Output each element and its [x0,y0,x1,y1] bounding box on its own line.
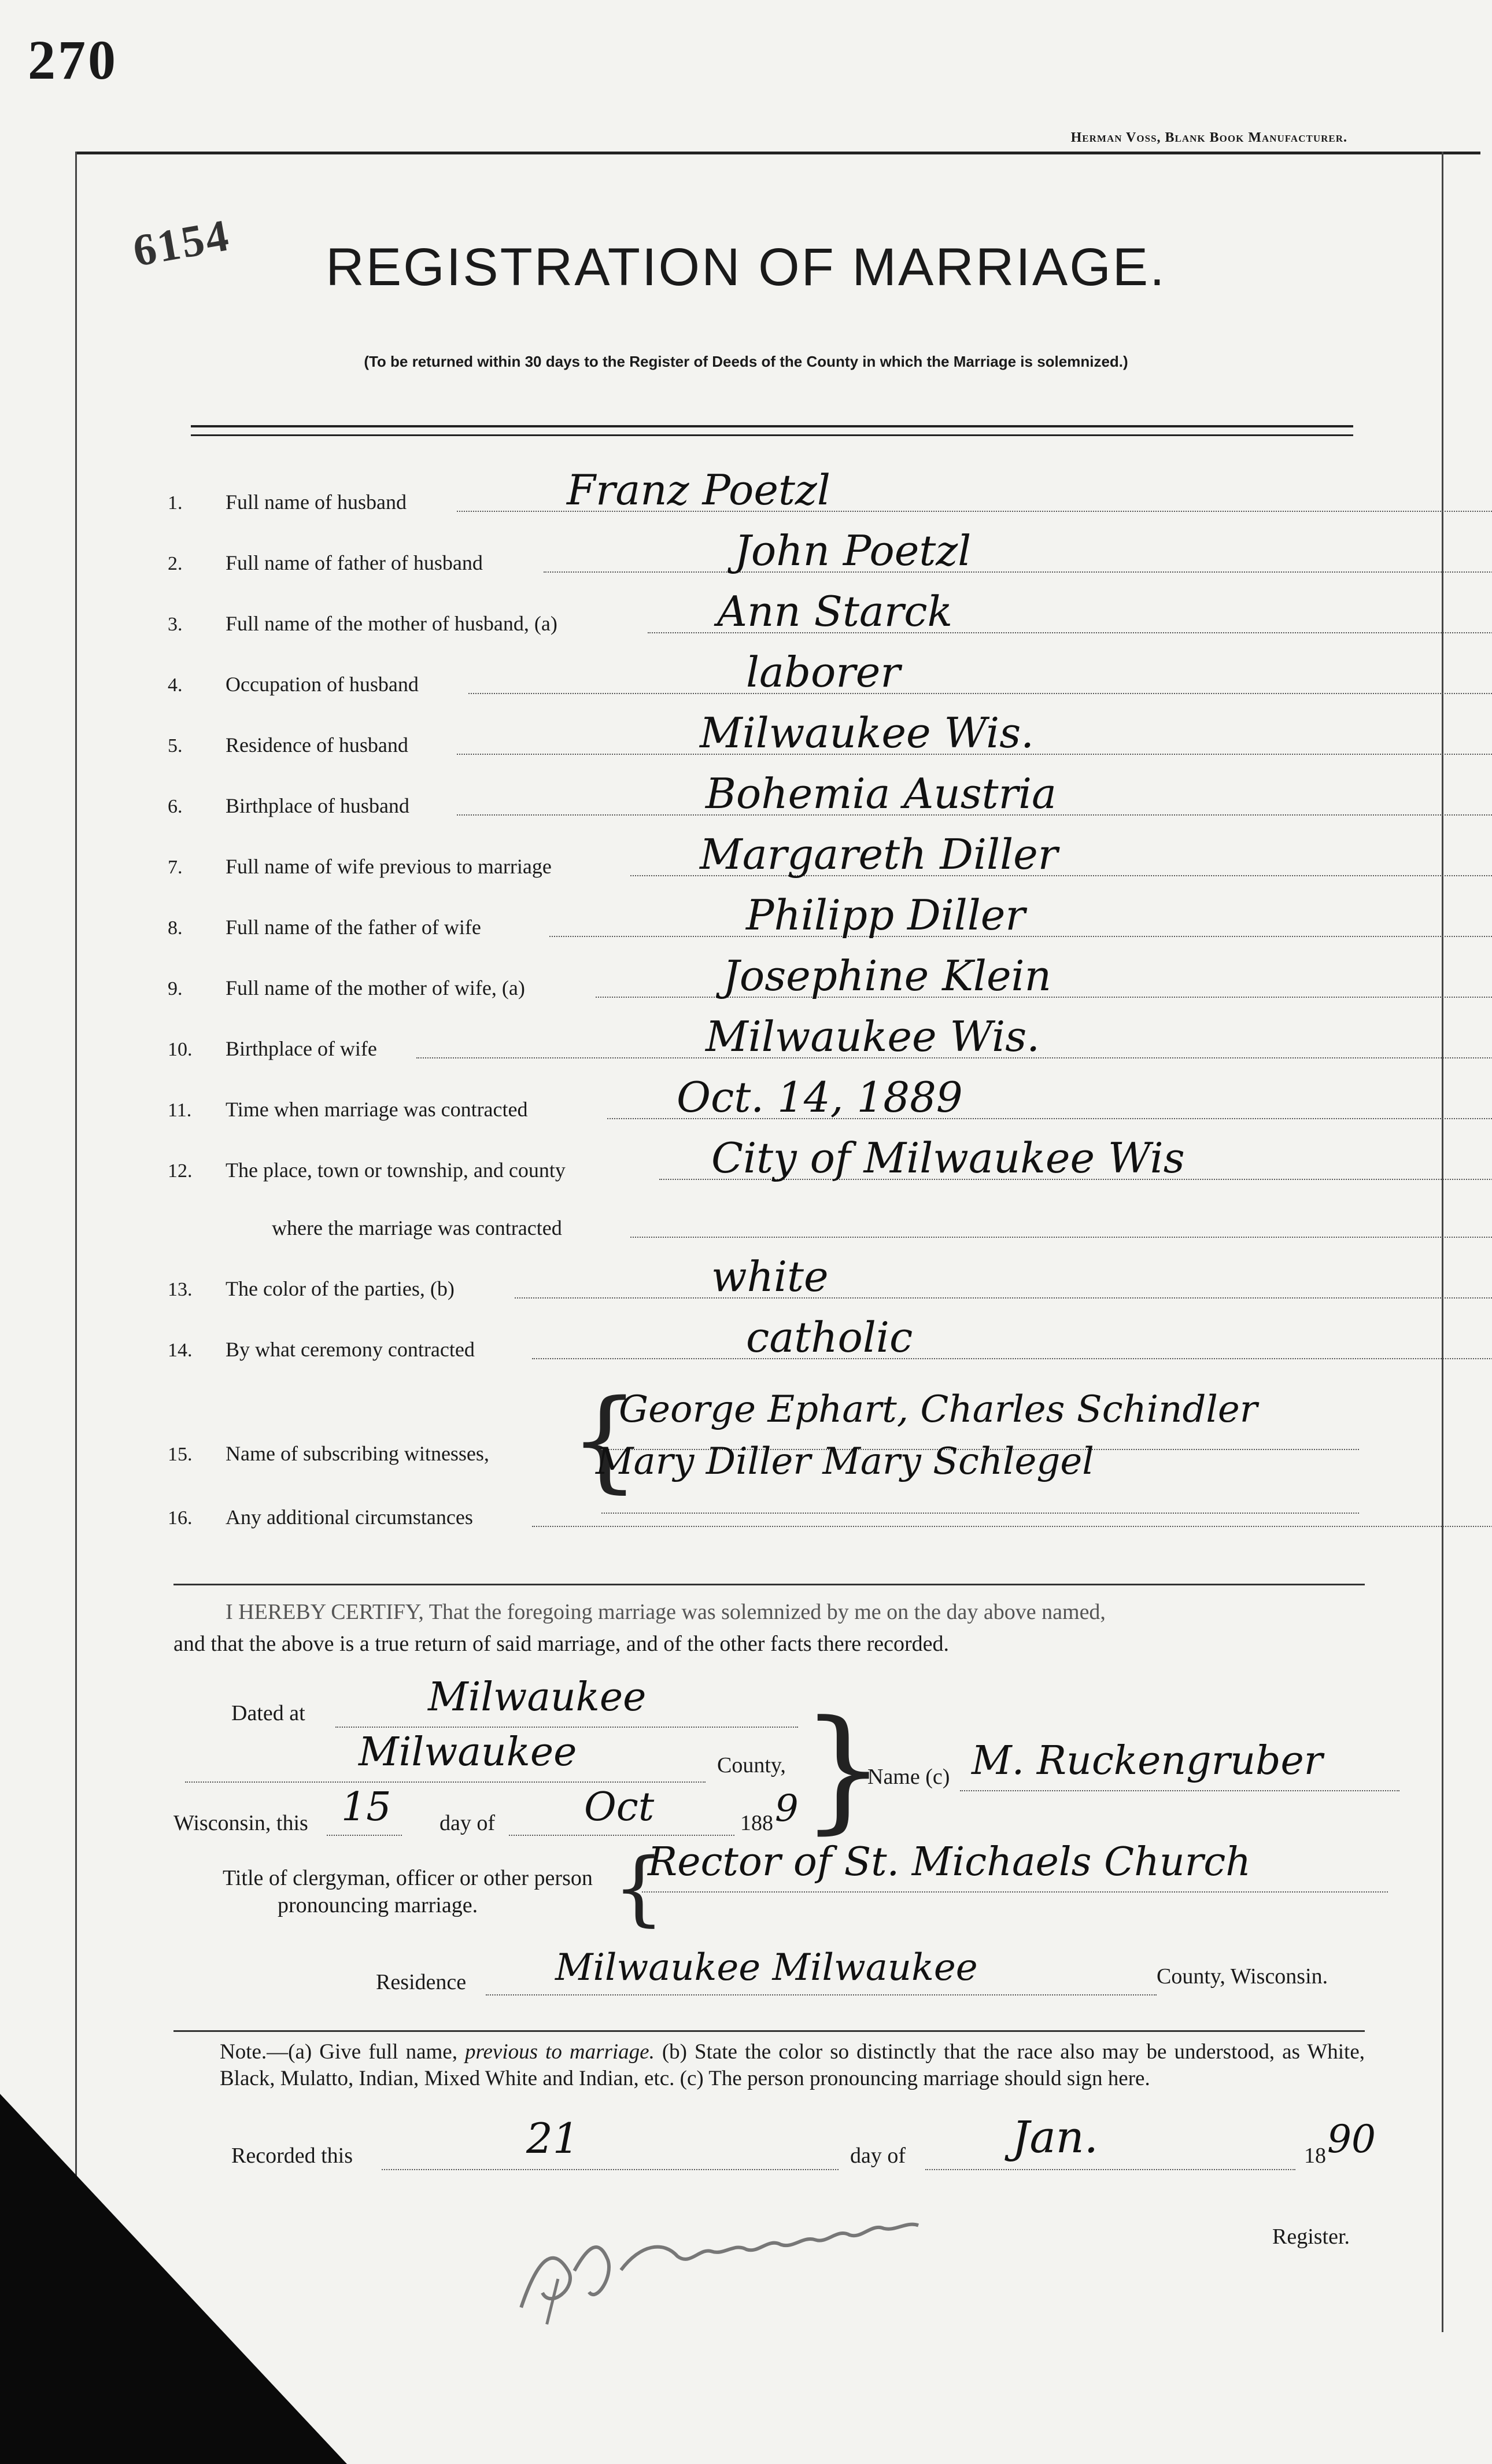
field-label: Full name of the mother of wife, (a) [226,976,525,999]
field-label: Birthplace of wife [226,1037,377,1060]
manufacturer-imprint: Herman Voss, Blank Book Manufacturer. [1070,130,1347,145]
recorded-day-value: 21 [526,2114,579,2163]
field-value-occupation: laborer [746,648,900,696]
field-label: Time when marriage was contracted [226,1098,528,1121]
field-label: Full name of wife previous to marriage [226,855,552,878]
field-value-marriage-date: Oct. 14, 1889 [677,1073,963,1122]
field-value-husband-birthplace: Bohemia Austria [706,769,1057,818]
witness-names-1: George Ephart, Charles Schindler [619,1388,1258,1431]
title-brace: { [613,1841,665,1935]
field-number: 4. [168,674,183,696]
residence-label: Residence [376,1970,467,1994]
field-value-husband-mother: Ann Starck [717,587,953,636]
wisconsin-this-label: Wisconsin, this [173,1811,308,1835]
recorded-day-line [382,2169,839,2170]
county-label: County, [717,1753,786,1777]
residence-suffix: County, Wisconsin. [1157,1964,1328,1989]
field-number: 5. [168,735,183,757]
note-italic: previous to marriage. [464,2040,655,2064]
field-label: The place, town or township, and county [226,1159,566,1182]
witness-line-2 [601,1513,1359,1514]
field-label: Name of subscribing witnesses, [226,1442,489,1465]
field-value-husband-father: John Poetzl [734,526,972,575]
field-number: 12. [168,1160,193,1182]
dated-at-value: Milwaukee [428,1674,647,1720]
certify-line-1: I HEREBY CERTIFY, That the foregoing marriage was solemnized by me on the day above named, [226,1600,1106,1624]
name-line [960,1790,1399,1791]
form-title: REGISTRATION OF MARRIAGE. [326,238,1166,297]
note-prefix: Note.—(a) Give full name, [220,2040,457,2064]
field-line [468,693,1492,694]
field-number: 13. [168,1279,193,1300]
month-line [509,1835,734,1836]
certify-line-2: and that the above is a true return of said marriage, and of the other facts there recorded. [173,1632,950,1656]
form-subtitle: (To be returned within 30 days to the Register of Deeds of the County in which the Marriage is solemnized.) [364,353,1128,370]
name-label: Name (c) [867,1765,950,1789]
field-value-husband-name: Franz Poetzl [567,466,830,514]
day-value: 15 [341,1784,392,1830]
field-value-wife-father: Philipp Diller [746,891,1025,939]
section-divider [173,1584,1365,1585]
field-label: Occupation of husband [226,673,419,696]
field-value-ceremony: catholic [746,1313,913,1362]
month-value: Oct [584,1784,655,1830]
clergy-title-line [642,1891,1388,1893]
field-label: Residence of husband [226,733,408,757]
field-line [532,1358,1492,1359]
witness-brace: { [570,1376,640,1504]
field-label: Any additional circumstances [226,1506,473,1529]
field-value-wife-name: Margareth Diller [700,830,1058,879]
field-label: Full name of the mother of husband, (a) [226,612,557,635]
clergy-title-value: Rector of St. Michaels Church [648,1839,1251,1885]
clergy-title-label-2: pronouncing marriage. [278,1893,478,1917]
note-text [220,2039,1365,2092]
dated-at-label: Dated at [231,1701,305,1725]
field-number: 6. [168,796,183,817]
note-divider [173,2030,1365,2032]
field-number: 10. [168,1039,193,1060]
record-number: 6154 [129,209,234,276]
witness-names-2: Mary Diller Mary Schlegel [596,1440,1094,1483]
field-line [515,1297,1492,1299]
field-label: where the marriage was contracted [272,1216,562,1240]
field-label: By what ceremony contracted [226,1338,475,1361]
register-label: Register. [1272,2225,1350,2249]
field-number: 16. [168,1507,193,1529]
field-value-color: white [711,1252,829,1301]
recorded-year-prefix: 18 [1304,2144,1326,2168]
page-number: 270 [28,29,118,91]
field-label: Full name of father of husband [226,551,483,574]
county-line [185,1781,706,1783]
field-number: 15. [168,1444,193,1465]
field-label: The color of the parties, (b) [226,1277,455,1300]
field-number: 1. [168,492,183,514]
field-line [532,1526,1492,1527]
field-value-marriage-place: City of Milwaukee Wis [711,1134,1185,1182]
field-number: 2. [168,553,183,574]
clergy-title-label-1: Title of clergyman, officer or other person [223,1866,593,1890]
field-label: Full name of the father of wife [226,916,481,939]
field-number: 9. [168,978,183,999]
header-double-rule [191,425,1353,436]
field-line [630,1237,1492,1238]
clergy-name-value: M. Ruckengruber [972,1738,1323,1784]
field-value-husband-residence: Milwaukee Wis. [700,709,1035,757]
recorded-month-value: Jan. [1012,2111,1098,2163]
field-label: Full name of husband [226,490,407,514]
recorded-day-of-label: day of [850,2144,906,2168]
field-number: 7. [168,857,183,878]
residence-value: Milwaukee Milwaukee [555,1946,978,1989]
day-line [327,1835,402,1836]
field-number: 11. [168,1100,192,1121]
field-number: 8. [168,917,183,939]
field-number: 14. [168,1340,193,1361]
field-number: 3. [168,614,183,635]
field-value-wife-birthplace: Milwaukee Wis. [706,1012,1040,1061]
year-prefix: 188 [740,1811,773,1835]
note-body: (b) State the color so distinctly that the race also may be understood, as White, Black, Mulatto, Indian, Mixed White and Indian, etc. (c) The person pronouncing marriage should sign here. [220,2040,1365,2090]
scan-corner-shadow [0,2094,347,2464]
recorded-year-value: 90 [1327,2117,1376,2161]
year-suffix: 9 [775,1787,799,1830]
county-value: Milwaukee [359,1729,577,1775]
field-label: Birthplace of husband [226,794,409,817]
field-line [544,571,1492,573]
dated-at-line [335,1727,798,1728]
day-of-label: day of [440,1811,496,1835]
name-brace: } [801,1692,886,1847]
field-value-wife-mother: Josephine Klein [723,951,1051,1000]
residence-line [486,1994,1157,1995]
recorded-label: Recorded this [231,2144,353,2168]
